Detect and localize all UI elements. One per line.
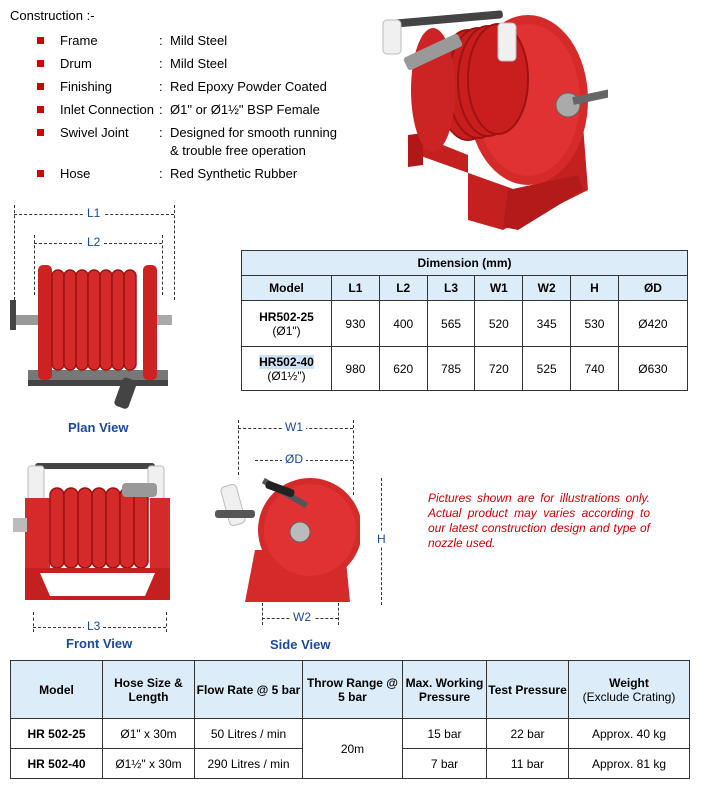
- cell-od: Ø630: [618, 347, 687, 391]
- header-test-pressure: Test Pressure: [487, 661, 569, 719]
- l1-label: L1: [84, 206, 103, 220]
- front-view-image: [10, 458, 180, 608]
- dimension-table-title: Dimension (mm): [242, 251, 688, 276]
- cell-hose: Ø1" x 30m: [103, 719, 195, 749]
- side-view-image: [210, 470, 360, 610]
- header-l3: L3: [427, 276, 475, 301]
- bullet-icon: [37, 129, 44, 136]
- cell-max-pressure: 15 bar: [403, 719, 487, 749]
- cell-l3: 565: [427, 301, 475, 347]
- cell-w2: 345: [523, 301, 571, 347]
- spec-value: Mild Steel: [170, 56, 228, 71]
- hose-reel-photo: [378, 5, 608, 235]
- header-od: ØD: [618, 276, 687, 301]
- table-row: [242, 347, 688, 391]
- cell-l1: 930: [332, 301, 380, 347]
- header-hose-size: Hose Size & Length: [103, 661, 195, 719]
- spec-label: Hose: [60, 166, 91, 181]
- header-l2: L2: [379, 276, 427, 301]
- cell-w2: 525: [523, 347, 571, 391]
- cell-hose: Ø1½" x 30m: [103, 749, 195, 779]
- cell-model: HR 502-25: [11, 719, 103, 749]
- cell-flow: 50 Litres / min: [195, 719, 303, 749]
- side-view-caption: Side View: [270, 637, 331, 652]
- header-l1: L1: [332, 276, 380, 301]
- spec-label: Drum: [60, 56, 92, 71]
- cell-od: Ø420: [618, 301, 687, 347]
- spec-label: Swivel Joint: [60, 125, 129, 140]
- cell-l1: 980: [332, 347, 380, 391]
- cell-model: HR 502-40: [11, 749, 103, 779]
- disclaimer-note: Pictures shown are for illustrations only. Actual product may varies according to our latest construction design and type of nozzle used.: [428, 491, 650, 550]
- header-flow-rate: Flow Rate @ 5 bar: [195, 661, 303, 719]
- table-row: [242, 301, 688, 347]
- dimension-table: [241, 250, 688, 391]
- header-model: Model: [11, 661, 103, 719]
- h-label: H: [374, 532, 389, 546]
- l3-label: L3: [84, 619, 103, 633]
- l2-label: L2: [84, 235, 103, 249]
- header-w1: W1: [475, 276, 523, 301]
- header-model: Model: [242, 276, 332, 301]
- bullet-icon: [37, 60, 44, 67]
- bullet-icon: [37, 170, 44, 177]
- header-max-pressure: Max. Working Pressure: [403, 661, 487, 719]
- spec-value: Ø1" or Ø1½" BSP Female: [170, 102, 320, 117]
- table-row: [11, 719, 690, 749]
- spec-value-cont: & trouble free operation: [170, 143, 306, 158]
- w1-label: W1: [282, 420, 306, 434]
- cell-test-pressure: 22 bar: [487, 719, 569, 749]
- spec-label: Frame: [60, 33, 98, 48]
- cell-w1: 520: [475, 301, 523, 347]
- plan-view-image: [8, 260, 183, 415]
- cell-h: 740: [571, 347, 619, 391]
- header-h: H: [571, 276, 619, 301]
- front-view-caption: Front View: [66, 636, 133, 651]
- cell-w1: 720: [475, 347, 523, 391]
- cell-test-pressure: 11 bar: [487, 749, 569, 779]
- header-throw-range: Throw Range @ 5 bar: [303, 661, 403, 719]
- spec-label: Inlet Connection: [60, 102, 154, 117]
- cell-l3: 785: [427, 347, 475, 391]
- model-cell: HR502-25 (Ø1"): [242, 301, 332, 347]
- bullet-icon: [37, 83, 44, 90]
- cell-h: 530: [571, 301, 619, 347]
- cell-max-pressure: 7 bar: [403, 749, 487, 779]
- spec-value: Mild Steel: [170, 33, 228, 48]
- spec-label: Finishing: [60, 79, 113, 94]
- spec-value: Designed for smooth running: [170, 125, 337, 140]
- bullet-icon: [37, 106, 44, 113]
- cell-weight: Approx. 81 kg: [569, 749, 690, 779]
- cell-flow: 290 Litres / min: [195, 749, 303, 779]
- spec-table: [10, 660, 690, 779]
- spec-value: Red Synthetic Rubber: [170, 166, 298, 181]
- cell-l2: 620: [379, 347, 427, 391]
- header-w2: W2: [523, 276, 571, 301]
- cell-l2: 400: [379, 301, 427, 347]
- bullet-icon: [37, 37, 44, 44]
- cell-throw-range: 20m: [303, 719, 403, 779]
- construction-heading: Construction :-: [10, 8, 95, 23]
- spec-value: Red Epoxy Powder Coated: [170, 79, 327, 94]
- header-weight: Weight (Exclude Crating): [569, 661, 690, 719]
- plan-view-caption: Plan View: [68, 420, 129, 435]
- w2-label: W2: [290, 610, 314, 624]
- cell-weight: Approx. 40 kg: [569, 719, 690, 749]
- model-cell: HR502-40 (Ø1½"): [242, 347, 332, 391]
- od-label: ØD: [282, 452, 306, 466]
